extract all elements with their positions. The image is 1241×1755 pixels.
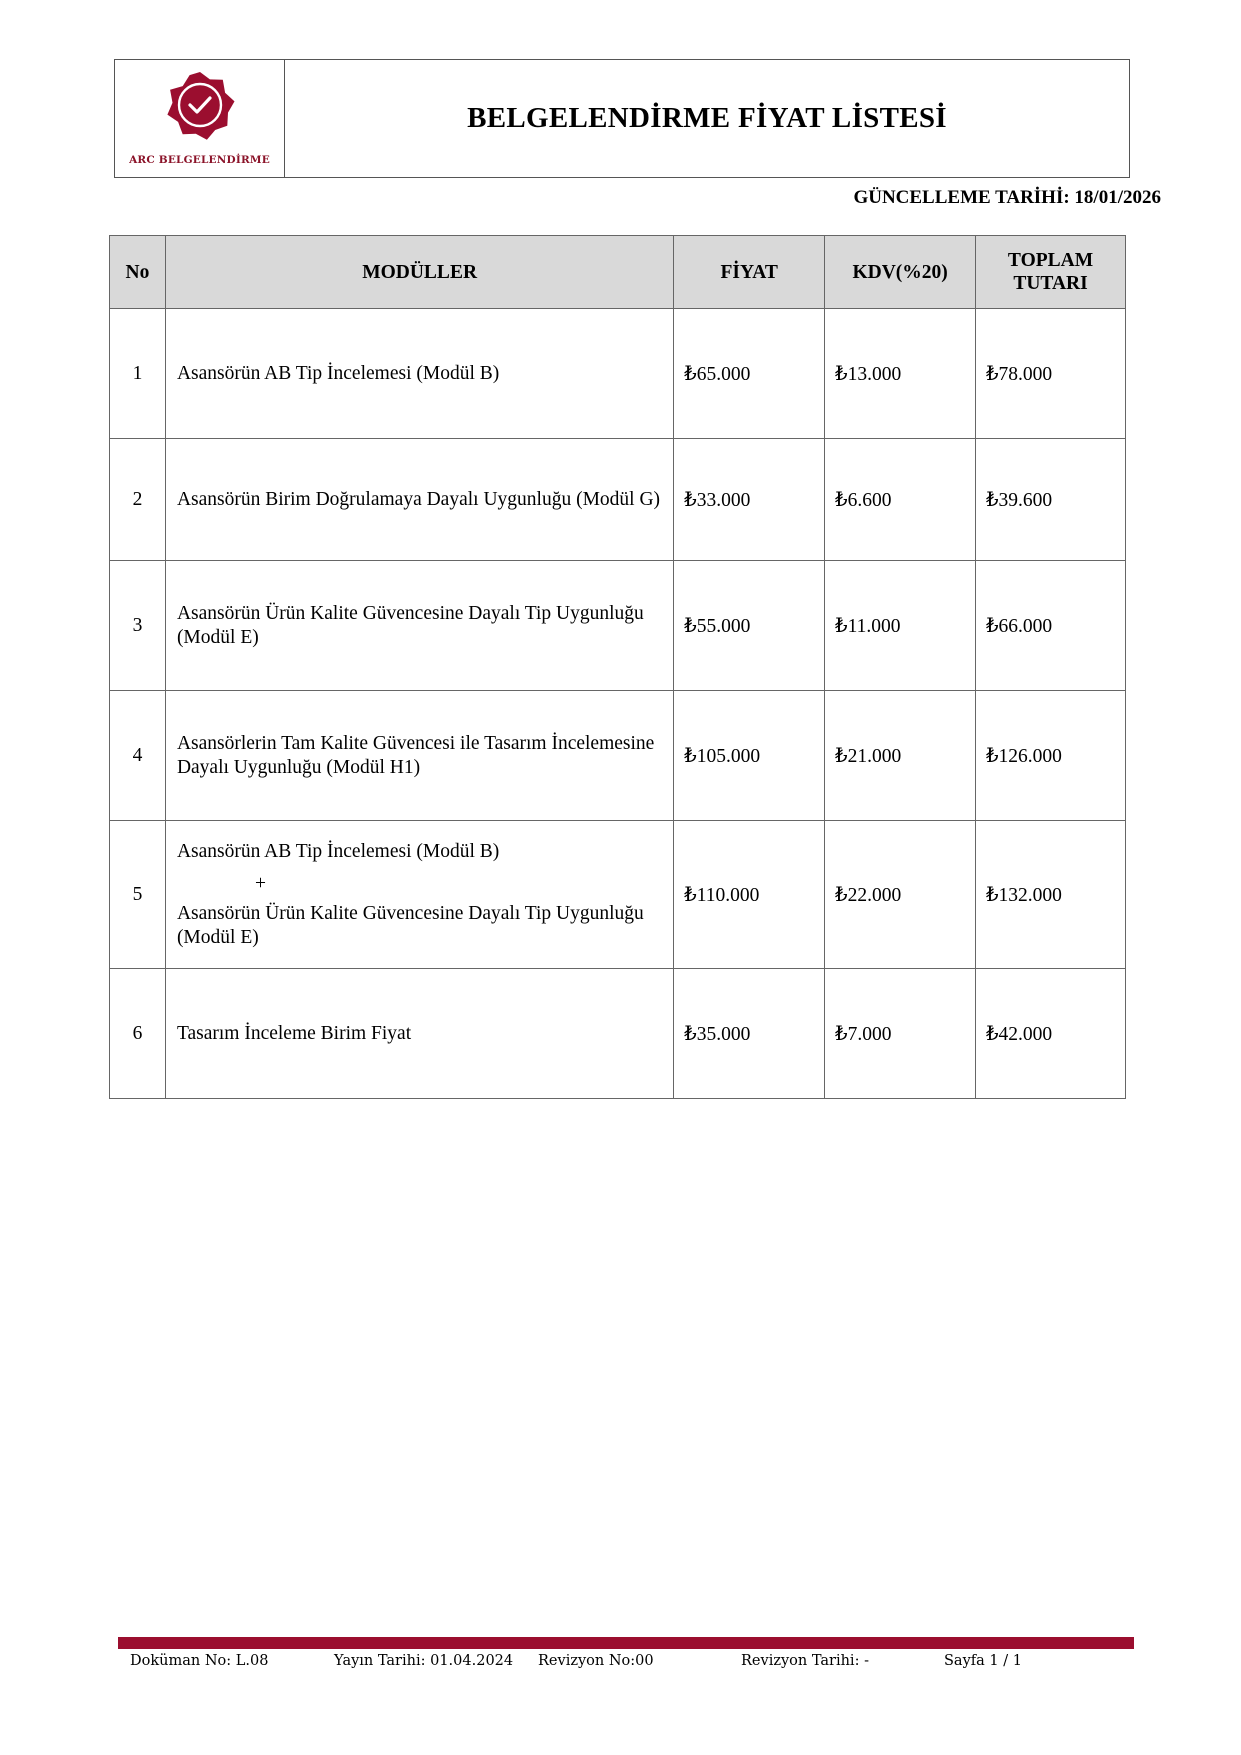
update-date: GÜNCELLEME TARİHİ: 18/01/2026 <box>853 187 1161 208</box>
row-vat: ₺7.000 <box>825 969 976 1099</box>
row-total: ₺66.000 <box>976 561 1126 691</box>
row-module <box>165 821 673 969</box>
row-total: ₺42.000 <box>976 969 1126 1099</box>
table-header-row <box>110 236 1126 309</box>
row-module: Asansörün Ürün Kalite Güvencesine Dayalı Tip Uygunluğu (Modül E) <box>165 561 673 691</box>
logo <box>115 60 285 177</box>
row-price: ₺33.000 <box>674 439 825 561</box>
footer-publish-date: Yayın Tarihi: 01.04.2024 <box>334 1653 514 1669</box>
row-total: ₺126.000 <box>976 691 1126 821</box>
plus-sign: + <box>254 872 266 894</box>
row-no: 6 <box>110 969 166 1099</box>
row-price: ₺110.000 <box>674 821 825 969</box>
row-price: ₺65.000 <box>674 309 825 439</box>
row-total: ₺132.000 <box>976 821 1126 969</box>
row-module-part-a: Asansörün AB Tip İncelemesi (Modül B) <box>176 840 500 862</box>
row-module: Asansörün AB Tip İncelemesi (Modül B) <box>165 309 673 439</box>
header-no: No <box>110 236 166 309</box>
header-total-line1: TOPLAM <box>1007 250 1094 271</box>
row-no: 1 <box>110 309 166 439</box>
footer-divider <box>118 1637 1134 1649</box>
row-total: ₺39.600 <box>976 439 1126 561</box>
header-modules: MODÜLLER <box>165 236 673 309</box>
row-module: Asansörlerin Tam Kalite Güvencesi ile Tasarım İncelemesine Dayalı Uygunluğu (Modül H1) <box>165 691 673 821</box>
row-no: 5 <box>110 821 166 969</box>
row-vat: ₺22.000 <box>825 821 976 969</box>
price-table <box>109 235 1126 1099</box>
title-cell <box>285 60 1129 177</box>
footer-revision-date: Revizyon Tarihi: - <box>741 1653 869 1669</box>
table-row <box>110 691 1126 821</box>
row-vat: ₺21.000 <box>825 691 976 821</box>
row-price: ₺105.000 <box>674 691 825 821</box>
row-vat: ₺11.000 <box>825 561 976 691</box>
seal-check-icon <box>152 72 248 146</box>
footer <box>0 1653 1241 1677</box>
row-price: ₺35.000 <box>674 969 825 1099</box>
table-row <box>110 821 1126 969</box>
table-row <box>110 561 1126 691</box>
header-price: FİYAT <box>674 236 825 309</box>
row-no: 3 <box>110 561 166 691</box>
document-header <box>114 59 1130 178</box>
row-no: 4 <box>110 691 166 821</box>
row-module: Tasarım İnceleme Birim Fiyat <box>165 969 673 1099</box>
footer-doc-no: Doküman No: L.08 <box>130 1653 269 1669</box>
footer-revision-no: Revizyon No:00 <box>538 1653 654 1669</box>
footer-page: Sayfa 1 / 1 <box>944 1653 1022 1669</box>
table-row <box>110 969 1126 1099</box>
row-price: ₺55.000 <box>674 561 825 691</box>
row-module-part-b: Asansörün Ürün Kalite Güvencesine Dayalı Tip Uygunluğu (Modül E) <box>176 902 644 948</box>
table-row <box>110 309 1126 439</box>
row-module: Asansörün Birim Doğrulamaya Dayalı Uygunluğu (Modül G) <box>165 439 673 561</box>
row-vat: ₺13.000 <box>825 309 976 439</box>
row-total: ₺78.000 <box>976 309 1126 439</box>
table-row <box>110 439 1126 561</box>
header-vat: KDV(%20) <box>825 236 976 309</box>
row-vat: ₺6.600 <box>825 439 976 561</box>
logo-text: ARC BELGELENDİRME <box>129 153 270 166</box>
page-title: BELGELENDİRME FİYAT LİSTESİ <box>467 102 947 134</box>
header-total <box>976 236 1126 309</box>
header-total-line2: TUTARI <box>1013 273 1088 294</box>
row-no: 2 <box>110 439 166 561</box>
